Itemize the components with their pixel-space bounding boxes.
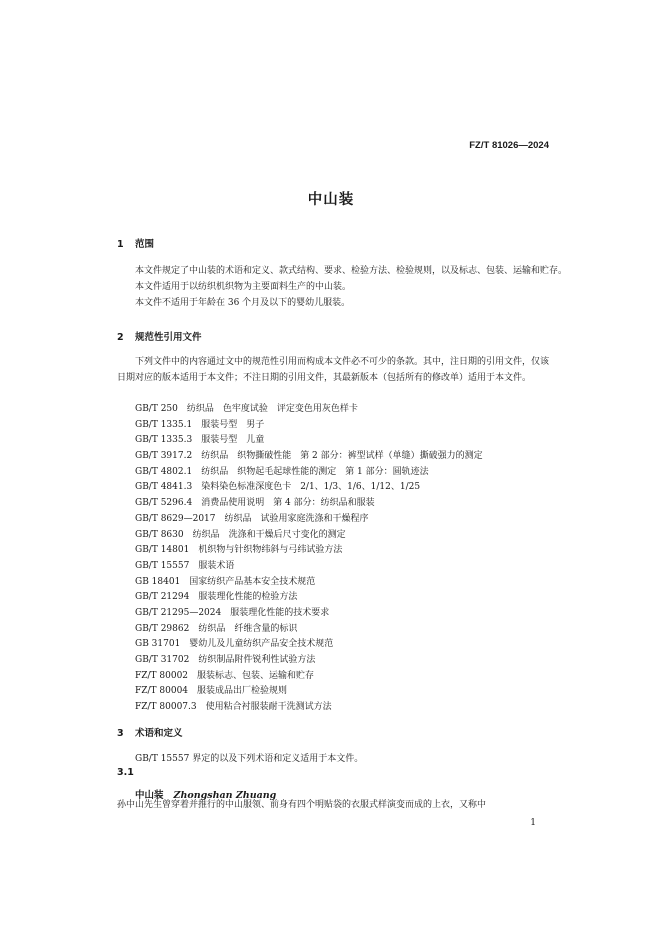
reference-list <box>135 402 483 716</box>
term-name-en: Zhongshan Zhuang <box>173 790 277 801</box>
section-1-heading <box>117 236 154 250</box>
reference-item: GB 31701 婴幼儿及儿童纺织产品安全技术规范 <box>135 639 334 650</box>
section-2-title: 规范性引用文件 <box>135 332 202 343</box>
reference-item: GB/T 29862 纺织品 纤维含量的标识 <box>135 623 298 634</box>
reference-item: GB/T 5296.4 消费品使用说明 第 4 部分：纺织品和服装 <box>135 498 375 509</box>
reference-item: GB/T 15557 服装术语 <box>135 560 235 571</box>
terms-intro: GB/T 15557 界定的以及下列术语和定义适用于本文件。 <box>135 754 364 764</box>
reference-item: GB/T 250 纺织品 色牢度试验 评定变色用灰色样卡 <box>135 404 358 414</box>
reference-item: FZ/T 80007.3 使用粘合衬服装耐干洗测试方法 <box>135 702 332 713</box>
reference-item: GB/T 4841.3 染料染色标准深度色卡 2/1、1/3、1/6、1/12、1/25 <box>135 482 421 493</box>
reference-item: GB/T 8629—2017 纺织品 试验用家庭洗涤和干燥程序 <box>135 513 369 524</box>
references-intro: 下列文件中的内容通过文中的规范性引用而构成本文件必不可少的条款。其中，注日期的引用文件，仅该日期对应的版本适用于本文件；不注日期的引用文件，其最新版本（包括所有的修改单）适用于本文件。 <box>117 357 550 383</box>
term-number: 3.1 <box>117 767 134 778</box>
reference-item: GB/T 4802.1 纺织品 织物起毛起球性能的测定 第 1 部分：圆轨迹法 <box>135 466 429 477</box>
section-2-heading <box>117 329 202 343</box>
reference-item: GB/T 21295—2024 服装理化性能的技术要求 <box>135 607 330 618</box>
section-2-number: 2 <box>117 332 124 343</box>
section-1-number: 1 <box>117 239 124 250</box>
section-3-heading <box>117 725 183 739</box>
standard-code: FZ/T 81026—2024 <box>469 140 549 151</box>
reference-item: FZ/T 80002 服装标志、包装、运输和贮存 <box>135 670 315 681</box>
document-title: 中山装 <box>307 192 355 208</box>
term-definition: 孙中山先生曾穿着并推行的中山服领、前身有四个明贴袋的衣服式样演变而成的上衣，又称中 <box>117 800 487 810</box>
reference-item: GB/T 14801 机织物与针织物纬斜与弓纬试验方法 <box>135 545 343 556</box>
reference-item: GB 18401 国家纺织产品基本安全技术规范 <box>135 576 316 587</box>
page-number: 1 <box>530 818 536 828</box>
reference-item: GB/T 1335.3 服装号型 儿童 <box>135 435 265 446</box>
scope-paragraph-1: 本文件规定了中山装的术语和定义、款式结构、要求、检验方法、检验规则，以及标志、包装、运输和贮存。 <box>135 266 568 276</box>
reference-item: GB/T 21294 服装理化性能的检验方法 <box>135 592 298 603</box>
section-3-number: 3 <box>117 728 124 739</box>
scope-paragraph-3: 本文件不适用于年龄在 36 个月及以下的婴幼儿服装。 <box>135 298 351 308</box>
reference-item: GB/T 1335.1 服装号型 男子 <box>135 419 265 430</box>
section-3-title: 术语和定义 <box>135 728 183 739</box>
term-name-zh: 中山装 <box>135 790 164 801</box>
reference-item: GB/T 8630 纺织品 洗涤和干燥后尺寸变化的测定 <box>135 529 346 540</box>
reference-item: GB/T 3917.2 纺织品 织物撕破性能 第 2 部分：裤型试样（单缝）撕破强力的测定 <box>135 451 483 462</box>
scope-paragraph-2: 本文件适用于以纺织机织物为主要面料生产的中山装。 <box>135 282 352 292</box>
reference-item: GB/T 31702 纺织制品附件锐利性试验方法 <box>135 655 316 665</box>
section-1-title: 范围 <box>135 239 155 250</box>
reference-item: FZ/T 80004 服装成品出厂检验规则 <box>135 686 288 697</box>
